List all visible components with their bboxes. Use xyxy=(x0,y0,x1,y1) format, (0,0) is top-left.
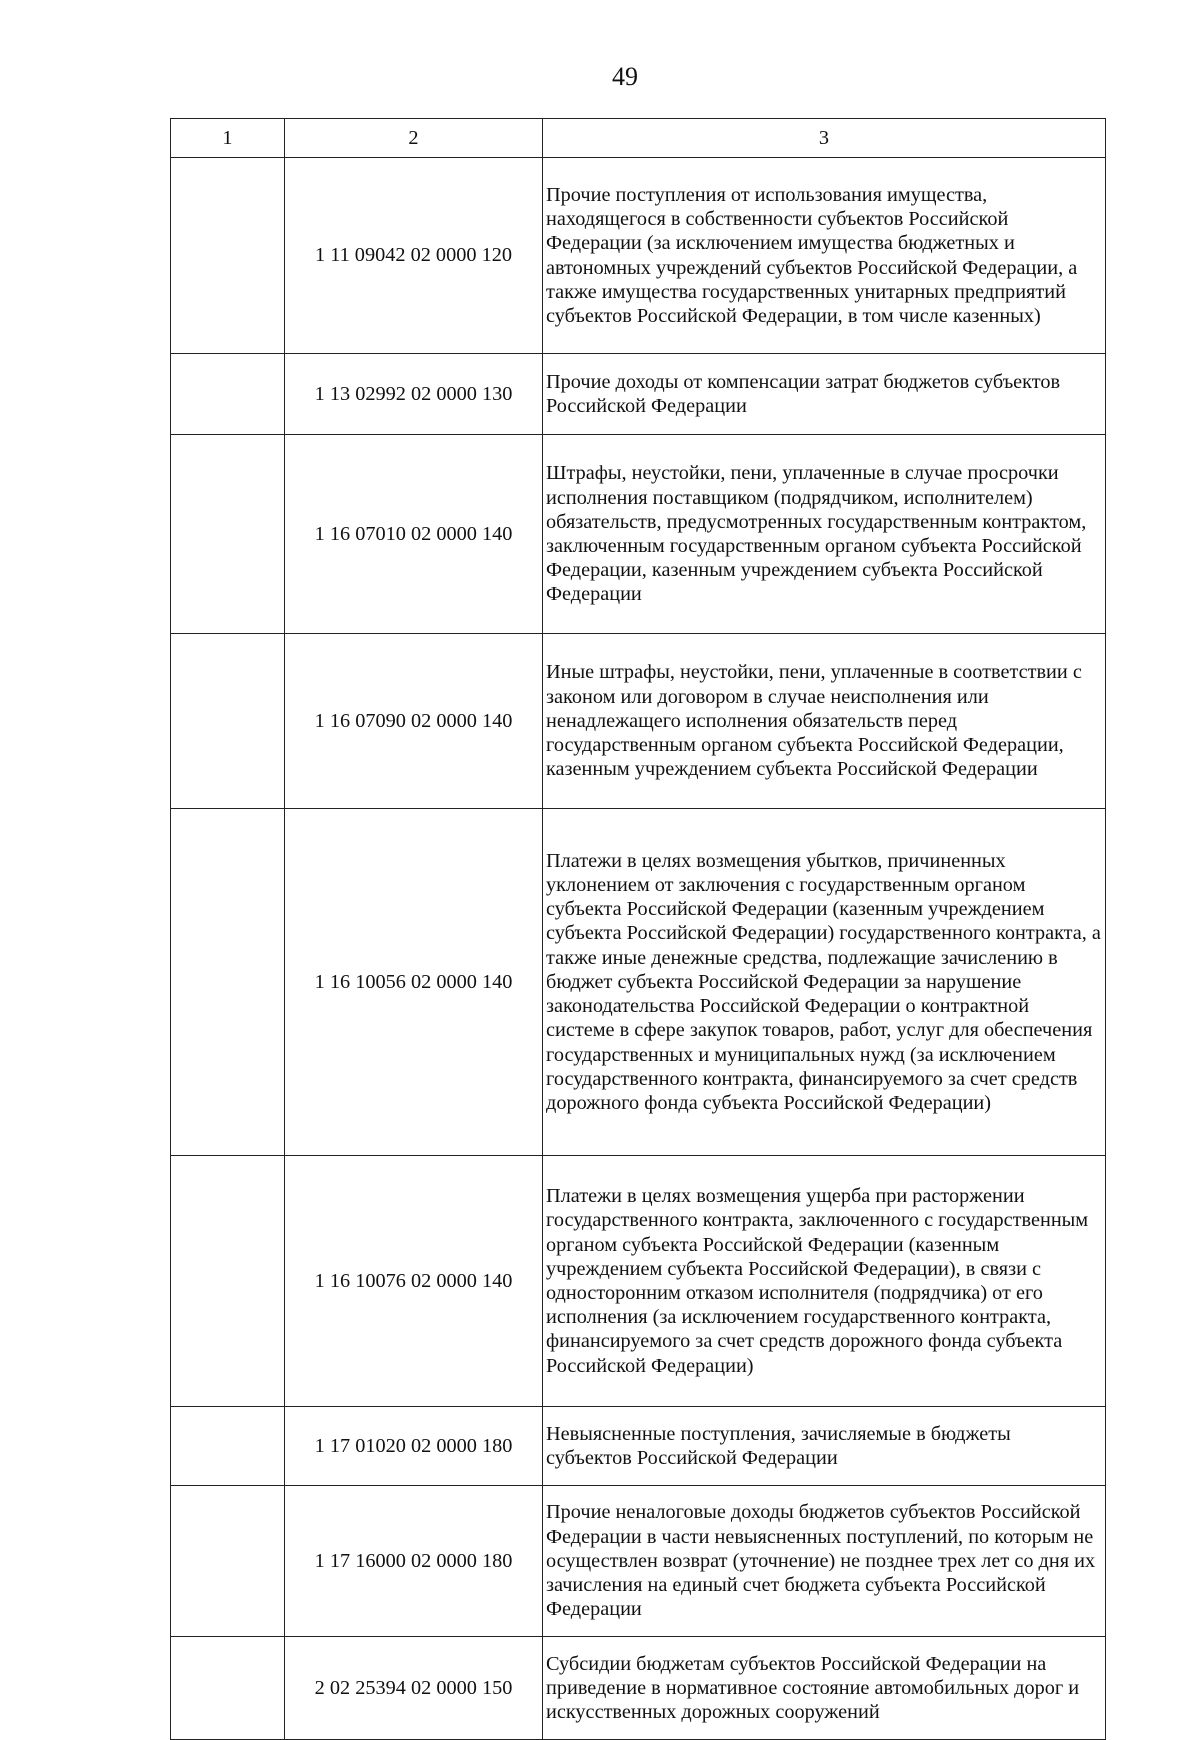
table-row xyxy=(171,1156,1106,1407)
revenue-codes-table xyxy=(170,118,1106,1740)
table-row xyxy=(171,809,1106,1156)
row-index-cell xyxy=(171,634,285,809)
row-index-cell xyxy=(171,1486,285,1637)
revenue-code: 1 16 07090 02 0000 140 xyxy=(285,634,543,809)
revenue-description: Платежи в целях возмещения ущерба при расторжении государственного контракта, заключенного с государственным органом субъекта Российской Федерации (казенным учреждением субъекта Российской Федерации), в связи с односторонним отказом исполнителя (подрядчика) от его исполнения (за исключением государственного контракта, финансируемого за счет средств дорожного фонда субъекта Российской Федерации) xyxy=(543,1156,1106,1407)
column-header-1: 1 xyxy=(171,119,285,158)
table-row xyxy=(171,1637,1106,1740)
revenue-description: Невыясненные поступления, зачисляемые в бюджеты субъектов Российской Федерации xyxy=(543,1407,1106,1486)
table-row xyxy=(171,634,1106,809)
row-index-cell xyxy=(171,1156,285,1407)
table-row xyxy=(171,435,1106,634)
revenue-description: Штрафы, неустойки, пени, уплаченные в случае просрочки исполнения поставщиком (подрядчиком, исполнителем) обязательств, предусмотренных государственным контрактом, заключенным государственным органом субъекта Российской Федерации, казенным учреждением субъекта Российской Федерации xyxy=(543,435,1106,634)
page-number: 49 xyxy=(612,62,638,91)
revenue-code: 1 13 02992 02 0000 130 xyxy=(285,354,543,435)
table-row xyxy=(171,1407,1106,1486)
table-header-row xyxy=(171,119,1106,158)
revenue-code: 1 16 10076 02 0000 140 xyxy=(285,1156,543,1407)
revenue-code: 1 17 01020 02 0000 180 xyxy=(285,1407,543,1486)
revenue-code: 1 17 16000 02 0000 180 xyxy=(285,1486,543,1637)
row-index-cell xyxy=(171,1407,285,1486)
revenue-description: Платежи в целях возмещения убытков, причиненных уклонением от заключения с государственным органом субъекта Российской Федерации (казенным учреждением субъекта Российской Федерации) государственного контракта, а также иные денежные средства, подлежащие зачислению в бюджет субъекта Российской Федерации за нарушение законодательства Российской Федерации о контрактной системе в сфере закупок товаров, работ, услуг для обеспечения государственных и муниципальных нужд (за исключением государственного контракта, финансируемого за счет средств дорожного фонда субъекта Российской Федерации) xyxy=(543,809,1106,1156)
revenue-description: Субсидии бюджетам субъектов Российской Федерации на приведение в нормативное состояние автомобильных дорог и искусственных дорожных сооружений xyxy=(543,1637,1106,1740)
column-header-3: 3 xyxy=(543,119,1106,158)
row-index-cell xyxy=(171,158,285,354)
revenue-description: Прочие доходы от компенсации затрат бюджетов субъектов Российской Федерации xyxy=(543,354,1106,435)
revenue-code: 1 16 10056 02 0000 140 xyxy=(285,809,543,1156)
row-index-cell xyxy=(171,809,285,1156)
revenue-code: 2 02 25394 02 0000 150 xyxy=(285,1637,543,1740)
row-index-cell xyxy=(171,354,285,435)
table-row xyxy=(171,1486,1106,1637)
column-header-2: 2 xyxy=(285,119,543,158)
revenue-description: Иные штрафы, неустойки, пени, уплаченные в соответствии с законом или договором в случае неисполнения или ненадлежащего исполнения обязательств перед государственным органом субъекта Российской Федерации, казенным учреждением субъекта Российской Федерации xyxy=(543,634,1106,809)
revenue-code: 1 11 09042 02 0000 120 xyxy=(285,158,543,354)
table-row xyxy=(171,158,1106,354)
revenue-description: Прочие неналоговые доходы бюджетов субъектов Российской Федерации в части невыясненных поступлений, по которым не осуществлен возврат (уточнение) не позднее трех лет со дня их зачисления на единый счет бюджета субъекта Российской Федерации xyxy=(543,1486,1106,1637)
row-index-cell xyxy=(171,1637,285,1740)
revenue-code: 1 16 07010 02 0000 140 xyxy=(285,435,543,634)
row-index-cell xyxy=(171,435,285,634)
revenue-description: Прочие поступления от использования имущества, находящегося в собственности субъектов Российской Федерации (за исключением имущества бюджетных и автономных учреждений субъектов Российской Федерации, а также имущества государственных унитарных предприятий субъектов Российской Федерации, в том числе казенных) xyxy=(543,158,1106,354)
table-row xyxy=(171,354,1106,435)
